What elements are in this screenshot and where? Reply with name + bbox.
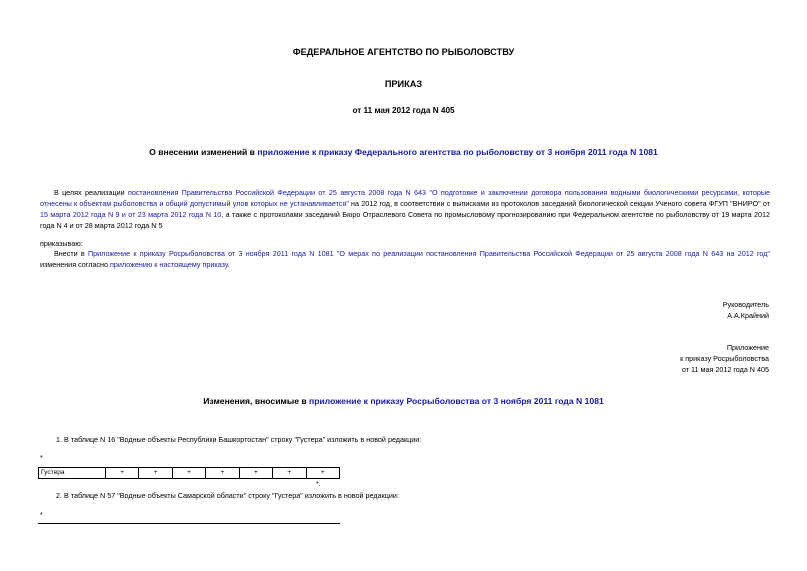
preamble-text-2: на 2012 год, в соответствии с выписками из протоколов заседаний биологической секции Ученого совета ФГУП "ВНИРО" от — [348, 199, 770, 209]
table-cell: + — [306, 468, 339, 479]
table-57-top-rule — [38, 523, 340, 524]
decree-643-link[interactable]: постановления Правительства Российской Федерации от 25 августа 2008 года N 643 "О подготовке и заключении договора пользования водными биологическими ресурсами, которые отнесены к объектам рыболовства и общий допустимый улов которых не устанавливается" — [40, 188, 770, 209]
order-word: приказываю: — [40, 239, 83, 248]
table-cell: + — [106, 468, 139, 479]
changes-title — [0, 395, 807, 408]
instruction-text-3: . — [227, 260, 230, 270]
agency-title: ФЕДЕРАЛЬНОЕ АГЕНТСТВО ПО РЫБОЛОВСТВУ — [292, 47, 515, 57]
instruction-paragraph — [40, 248, 770, 270]
footnote-mark-start: * — [40, 455, 43, 462]
preamble-text-1: В целях реализации — [54, 188, 128, 197]
table-cell: + — [273, 468, 306, 479]
change-item-1: 1. В таблице N 16 "Водные объекты Республики Башкортостан" строку "Густера" изложить в новой редакции: — [56, 435, 422, 444]
table-row — [39, 468, 340, 479]
footnote-mark-start-2: * — [40, 512, 43, 519]
gustera-table-16 — [38, 467, 340, 479]
subject-prefix: О внесении изменений в — [149, 147, 258, 157]
appendix-label: Приложение — [726, 343, 769, 352]
changes-title-link[interactable]: приложение к приказу Росрыболовства от 3 ноября 2011 года N 1081 — [309, 396, 604, 406]
appendix-order-date: от 11 мая 2012 года N 405 — [681, 365, 769, 374]
protocols-link[interactable]: 15 марта 2012 года N 9 и от 23 марта 2012 года N 10 — [40, 210, 222, 220]
order-date-number: от 11 мая 2012 года N 405 — [352, 106, 455, 115]
instruction-text-2: изменения согласно — [40, 260, 110, 270]
preamble-text-3: , а также с протоколами заседаний Бюро Отраслевого Совета по промысловому прогнозированию при Федеральном агентстве по рыболовству от 19 марта 2012 года N 4 и от 28 марта 2012 года N 5 — [40, 210, 770, 231]
change-item-2: 2. В таблице N 57 "Водные объекты Самарской области" строку "Густера" изложить в новой редакции: — [56, 491, 399, 500]
appendix-link[interactable]: приложению к настоящему приказу — [109, 260, 228, 270]
footnote-mark-end: *. — [316, 481, 321, 488]
table-cell: + — [206, 468, 239, 479]
signatory-name: А.А.Крайний — [727, 311, 769, 320]
changes-title-prefix: Изменения, вносимые в — [203, 396, 310, 406]
preamble-paragraph — [40, 187, 770, 232]
subject-link[interactable]: приложение к приказу Федерального агентства по рыболовству от 3 ноября 2011 года N 1081 — [257, 147, 658, 157]
table-cell: + — [239, 468, 272, 479]
species-cell: Густера — [39, 468, 106, 479]
order-1081-link[interactable]: Приложение к приказу Росрыболовства от 3 ноября 2011 года N 1081 "О мерах по реализации постановления Правительства Российской Федерации от 25 августа 2008 года N 643 на 2012 год" — [88, 249, 770, 258]
signatory-title: Руководитель — [722, 300, 769, 309]
instruction-text-1: Внести в — [54, 249, 88, 258]
table-cell: + — [139, 468, 172, 479]
table-cell: + — [172, 468, 205, 479]
appendix-order-ref: к приказу Росрыболовства — [680, 354, 769, 363]
order-subject — [0, 146, 807, 159]
document-type: ПРИКАЗ — [384, 79, 423, 89]
